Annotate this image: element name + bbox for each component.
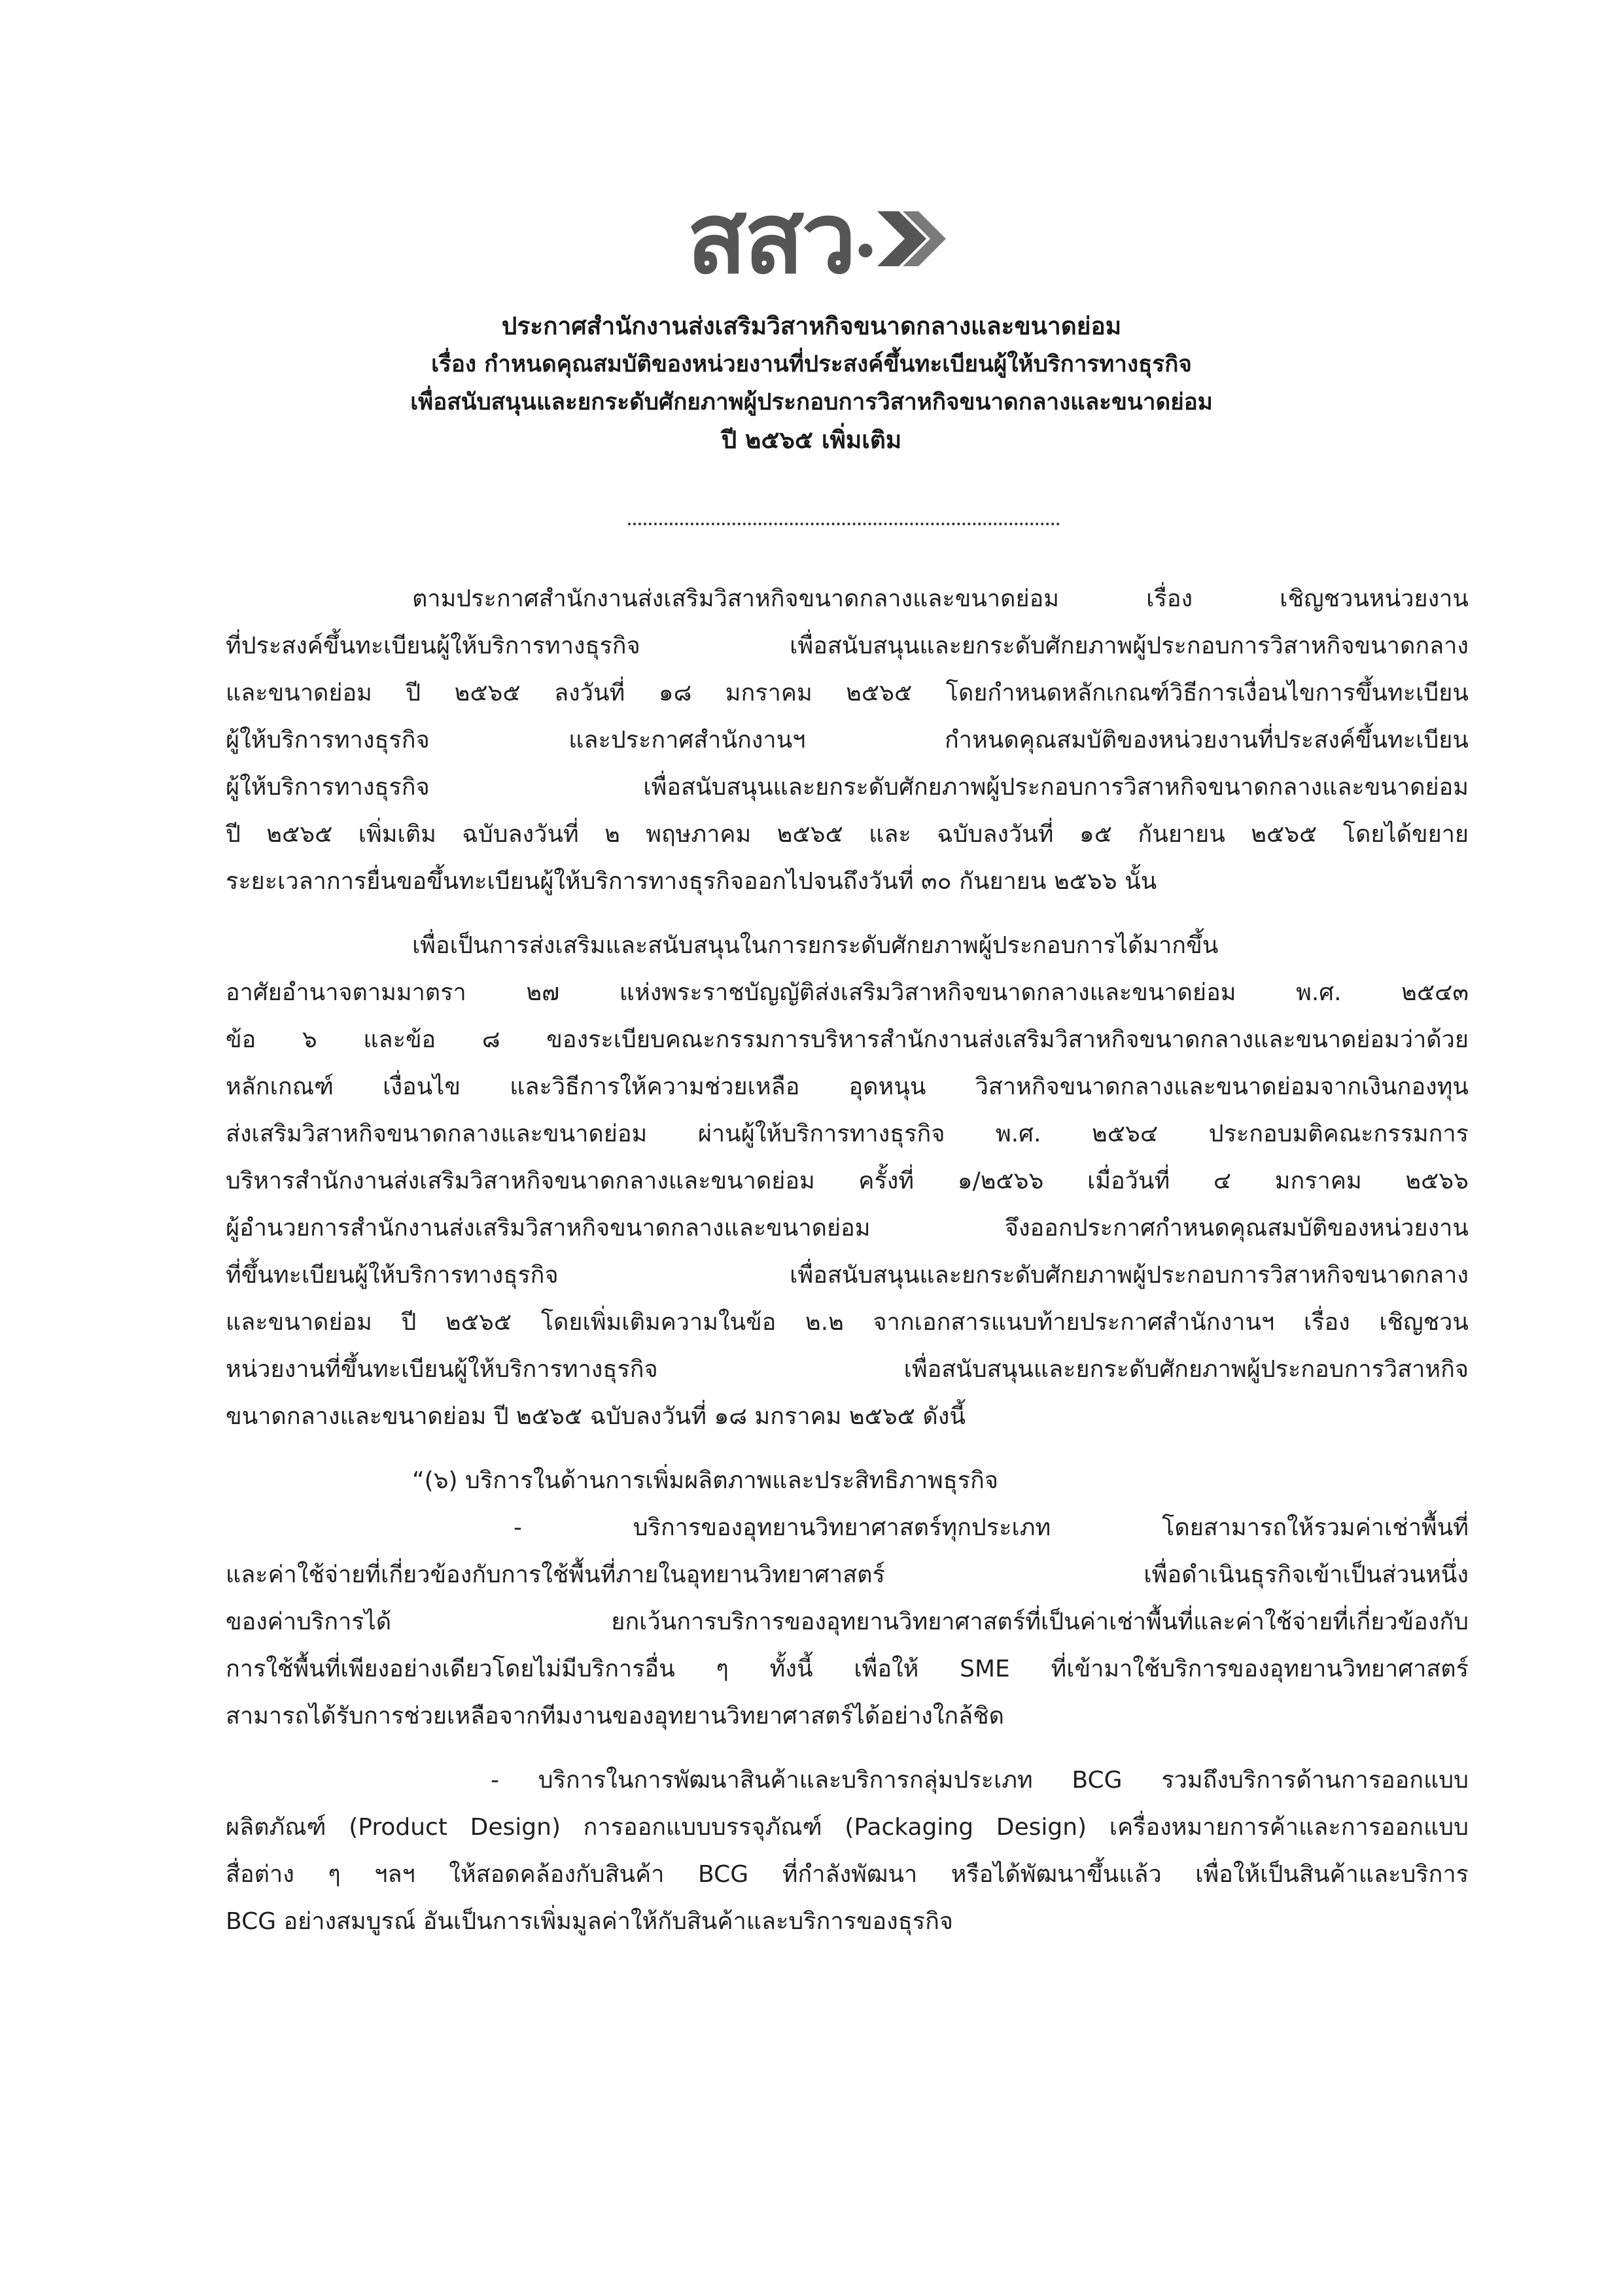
body-line: - บริการของอุทยานวิทยาศาสตร์ทุกประเภท โดยสามารถให้รวมค่าเช่าพื้นที่ bbox=[514, 1514, 1469, 1541]
paragraph-science-park bbox=[226, 1505, 1469, 1740]
body-line: และขนาดย่อม ปี ๒๕๖๕ ลงวันที่ ๑๘ มกราคม ๒๕๖๕ โดยกำหนดหลักเกณฑ์วิธีการเงื่อนไขการขึ้นทะเบียน bbox=[226, 680, 1469, 706]
dotted-divider bbox=[628, 507, 1060, 525]
logo-wordmark: สสว bbox=[687, 182, 854, 296]
body-line: สื่อต่าง ๆ ฯลฯ ให้สอดคล้องกับสินค้า BCG ที่กำลังพัฒนา หรือได้พัฒนาขึ้นแล้ว เพื่อให้เป็นสินค้าและบริการ bbox=[226, 1861, 1469, 1888]
body-line: ตามประกาศสำนักงานส่งเสริมวิสาหกิจขนาดกลางและขนาดย่อม เรื่อง เชิญชวนหน่วยงาน bbox=[412, 585, 1469, 612]
announcement-header bbox=[196, 307, 1427, 459]
body-line: หลักเกณฑ์ เงื่อนไข และวิธีการให้ความช่วยเหลือ อุดหนุน วิสาหกิจขนาดกลางและขนาดย่อมจากเงินกองทุน bbox=[226, 1073, 1469, 1100]
document-body bbox=[226, 576, 1469, 1945]
body-line: ที่ขึ้นทะเบียนผู้ให้บริการทางธุรกิจ เพื่อสนับสนุนและยกระดับศักยภาพผู้ประกอบการวิสาหกิจขนาดกลาง bbox=[226, 1262, 1469, 1289]
body-line: - บริการในการพัฒนาสินค้าและบริการกลุ่มประเภท BCG รวมถึงบริการด้านการออกแบบ bbox=[491, 1767, 1469, 1794]
body-line: ของค่าบริการได้ ยกเว้นการบริการของอุทยานวิทยาศาสตร์ที่เป็นค่าเช่าพื้นที่และค่าใช้จ่ายที่เกี่ยวข้องกับ bbox=[226, 1609, 1469, 1635]
header-year: ปี ๒๕๖๕ เพิ่มเติม bbox=[721, 426, 902, 454]
header-subject: เรื่อง กำหนดคุณสมบัติของหน่วยงานที่ประสงค์ขึ้นทะเบียนผู้ให้บริการทางธุรกิจ bbox=[431, 351, 1192, 377]
header-subject-cont: เพื่อสนับสนุนและยกระดับศักยภาพผู้ประกอบการวิสาหกิจขนาดกลางและขนาดย่อม bbox=[410, 389, 1213, 415]
header-title: ประกาศสำนักงานส่งเสริมวิสาหกิจขนาดกลางและขนาดย่อม bbox=[501, 312, 1122, 340]
body-line: ปี ๒๕๖๕ เพิ่มเติม ฉบับลงวันที่ ๒ พฤษภาคม ๒๕๖๕ และ ฉบับลงวันที่ ๑๕ กันยายน ๒๕๖๕ โดยได้ขยาย bbox=[226, 821, 1469, 848]
paragraph-background bbox=[226, 576, 1469, 905]
body-line: และค่าใช้จ่ายที่เกี่ยวข้องกับการใช้พื้นที่ภายในอุทยานวิทยาศาสตร์ เพื่อดำเนินธุรกิจเข้าเป็นส่วนหนึ่ง bbox=[226, 1561, 1469, 1588]
agency-logo bbox=[687, 177, 1014, 301]
paragraph-bcg bbox=[226, 1757, 1469, 1945]
double-chevron-right-icon bbox=[858, 190, 956, 288]
body-line: ระยะเวลาการยื่นขอขึ้นทะเบียนผู้ให้บริการทางธุรกิจออกไปจนถึงวันที่ ๓๐ กันยายน ๒๕๖๖ นั้น bbox=[226, 868, 1157, 895]
body-line: การใช้พื้นที่เพียงอย่างเดียวโดยไม่มีบริการอื่น ๆ ทั้งนี้ เพื่อให้ SME ที่เข้ามาใช้บริการของอุทยานวิทยาศาสตร์ bbox=[226, 1656, 1469, 1682]
body-line: ขนาดกลางและขนาดย่อม ปี ๒๕๖๕ ฉบับลงวันที่ ๑๘ มกราคม ๒๕๖๕ ดังนี้ bbox=[226, 1403, 966, 1430]
body-line: ส่งเสริมวิสาหกิจขนาดกลางและขนาดย่อม ผ่านผู้ให้บริการทางธุรกิจ พ.ศ. ๒๕๖๔ ประกอบมติคณะกรรมการ bbox=[226, 1121, 1469, 1147]
body-line: เพื่อเป็นการส่งเสริมและสนับสนุนในการยกระดับศักยภาพผู้ประกอบการได้มากขึ้น bbox=[412, 932, 1219, 959]
body-line: ผู้ให้บริการทางธุรกิจ และประกาศสำนักงานฯ กำหนดคุณสมบัติของหน่วยงานที่ประสงค์ขึ้นทะเบียน bbox=[226, 727, 1469, 754]
body-line: BCG อย่างสมบูรณ์ อันเป็นการเพิ่มมูลค่าให้กับสินค้าและบริการของธุรกิจ bbox=[226, 1908, 953, 1935]
body-line: บริหารสำนักงานส่งเสริมวิสาหกิจขนาดกลางและขนาดย่อม ครั้งที่ ๑/๒๕๖๖ เมื่อวันที่ ๔ มกราคม ๒๕๖๖ bbox=[226, 1168, 1469, 1194]
body-line: ข้อ ๖ และข้อ ๘ ของระเบียบคณะกรรมการบริหารสำนักงานส่งเสริมวิสาหกิจขนาดกลางและขนาดย่อมว่าด้วย bbox=[226, 1026, 1469, 1053]
clause-heading: “(๖) บริการในด้านการเพิ่มผลิตภาพและประสิทธิภาพธุรกิจ bbox=[412, 1467, 998, 1494]
body-line: หน่วยงานที่ขึ้นทะเบียนผู้ให้บริการทางธุรกิจ เพื่อสนับสนุนและยกระดับศักยภาพผู้ประกอบการวิสาหกิจ bbox=[226, 1356, 1469, 1383]
body-line: สามารถได้รับการช่วยเหลือจากทีมงานของอุทยานวิทยาศาสตร์ได้อย่างใกล้ชิด bbox=[226, 1703, 1005, 1730]
paragraph-clause-6 bbox=[226, 1457, 1469, 1505]
body-line: และขนาดย่อม ปี ๒๕๖๕ โดยเพิ่มเติมความในข้อ ๒.๒ จากเอกสารแนบท้ายประกาศสำนักงานฯ เรื่อง เชิญชวน bbox=[226, 1309, 1469, 1336]
body-line: ผู้ให้บริการทางธุรกิจ เพื่อสนับสนุนและยกระดับศักยภาพผู้ประกอบการวิสาหกิจขนาดกลางและขนาดย่อม bbox=[226, 774, 1469, 801]
body-line: ผู้อำนวยการสำนักงานส่งเสริมวิสาหกิจขนาดกลางและขนาดย่อม จึงออกประกาศกำหนดคุณสมบัติของหน่วยงาน bbox=[226, 1215, 1469, 1242]
body-line: ผลิตภัณฑ์ (Product Design) การออกแบบบรรจุภัณฑ์ (Packaging Design) เครื่องหมายการค้าและการออกแบบ bbox=[226, 1814, 1469, 1841]
paragraph-authority bbox=[226, 922, 1469, 1440]
body-line: อาศัยอำนาจตามมาตรา ๒๗ แห่งพระราชบัญญัติส่งเสริมวิสาหกิจขนาดกลางและขนาดย่อม พ.ศ. ๒๕๔๓ bbox=[226, 979, 1469, 1006]
body-line: ที่ประสงค์ขึ้นทะเบียนผู้ให้บริการทางธุรกิจ เพื่อสนับสนุนและยกระดับศักยภาพผู้ประกอบการวิสาหกิจขนาดกลาง bbox=[226, 633, 1469, 659]
